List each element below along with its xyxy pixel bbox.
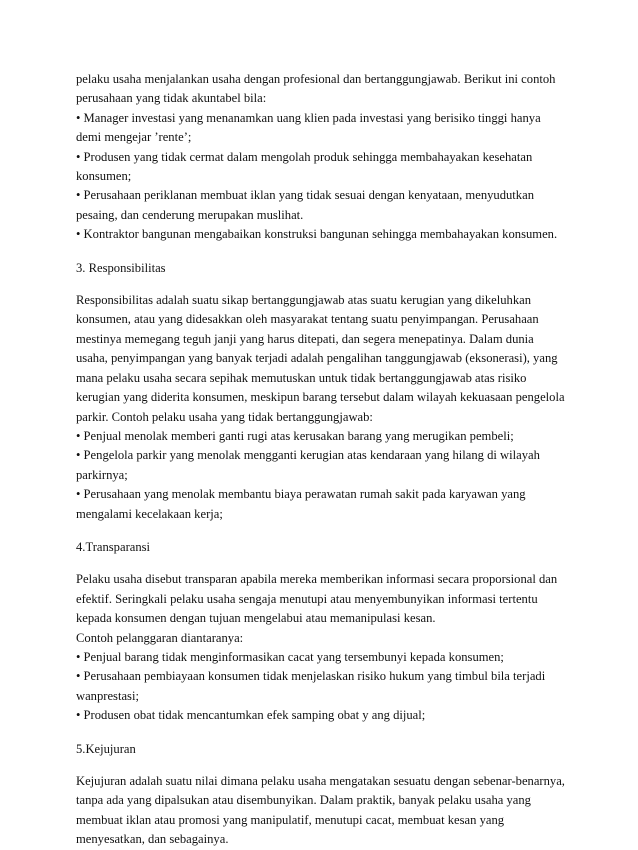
text-line: konsumen, atau yang didesakkan oleh masyarakat tentang suatu penyimpangan. Perusahaan — [76, 312, 539, 327]
text-line: parkir. Contoh pelaku usaha yang tidak bertanggungjawab: — [76, 409, 373, 424]
text-line: Responsibilitas adalah suatu sikap bertanggungjawab atas suatu kerugian yang dikeluhkan — [76, 293, 532, 308]
text-line: mengalami kecelakaan kerja; — [76, 506, 223, 521]
section-heading-transparansi: 4.Transparansi — [76, 539, 151, 554]
text-line: mana pelaku usaha secara sepihak memutuskan untuk tidak bertanggungjawab atas risiko — [76, 370, 527, 385]
text-line: Contoh pelanggaran diantaranya: — [76, 630, 244, 645]
text-line: perusahaan yang tidak akuntabel bila: — [76, 91, 267, 106]
text-line: konsumen; — [76, 169, 132, 184]
text-line: tanpa ada yang dipalsukan atau disembunyikan. Dalam praktik, banyak pelaku usaha yang — [76, 793, 531, 808]
bullet-item: • Perusahaan periklanan membuat iklan yang tidak sesuai dengan kenyataan, menyudutkan — [76, 188, 534, 203]
intro-paragraph — [76, 70, 570, 245]
bullet-item: • Penjual barang tidak menginformasikan cacat yang tersembunyi kepada konsumen; — [76, 649, 504, 664]
text-line: menyesatkan, dan sebagainya. — [76, 832, 229, 847]
bullet-item: • Perusahaan pembiayaan konsumen tidak menjelaskan risiko hukum yang timbul bila terjadi — [76, 669, 546, 684]
section-heading-kejujuran: 5.Kejujuran — [76, 741, 136, 756]
text-line: usaha, penyimpangan yang banyak terjadi adalah pengalihan tanggungjawab (eksonerasi), yang — [76, 351, 558, 366]
text-line: membuat iklan atau promosi yang manipulatif, menutupi cacat, membuat kesan yang — [76, 812, 505, 827]
text-line: parkirnya; — [76, 467, 128, 482]
bullet-item: • Perusahaan yang menolak membantu biaya perawatan rumah sakit pada karyawan yang — [76, 487, 526, 502]
bullet-item: • Pengelola parkir yang menolak mengganti kerugian atas kendaraan yang hilang di wilayah — [76, 448, 540, 463]
text-line: pesaing, dan cenderung merupakan muslihat. — [76, 207, 304, 222]
section-heading-responsibilitas: 3. Responsibilitas — [76, 260, 166, 275]
text-line: mestinya memegang teguh janji yang harus ditepati, dan segera menepatinya. Dalam dunia — [76, 331, 534, 346]
bullet-item: • Penjual menolak memberi ganti rugi atas kerusakan barang yang merugikan pembeli; — [76, 428, 514, 443]
text-line: Kejujuran adalah suatu nilai dimana pelaku usaha mengatakan sesuatu dengan sebenar-benarnya, — [76, 774, 565, 788]
bullet-item: • Produsen obat tidak mencantumkan efek samping obat y ang dijual; — [76, 708, 426, 723]
bullet-item: • Produsen yang tidak cermat dalam mengolah produk sehingga membahayakan kesehatan — [76, 149, 533, 164]
responsibilitas-paragraph — [76, 291, 570, 524]
text-line: efektif. Seringkali pelaku usaha sengaja menutupi atau menyembunyikan informasi tertentu — [76, 591, 538, 606]
text-line: Pelaku usaha disebut transparan apabila mereka memberikan informasi secara proporsional dan — [76, 572, 558, 587]
transparansi-paragraph — [76, 570, 570, 725]
text-line: demi mengejar ’rente’; — [76, 130, 192, 145]
text-line: kepada konsumen dengan tujuan mengelabui atau memanipulasi kesan. — [76, 611, 436, 626]
text-line: pelaku usaha menjalankan usaha dengan profesional dan bertanggungjawab. Berikut ini contoh — [76, 72, 556, 86]
document-page — [76, 70, 570, 850]
bullet-item: • Manager investasi yang menanamkan uang klien pada investasi yang berisiko tinggi hanya — [76, 110, 541, 125]
kejujuran-paragraph — [76, 772, 570, 850]
bullet-item: • Kontraktor bangunan mengabaikan konstruksi bangunan sehingga membahayakan konsumen. — [76, 227, 558, 242]
text-line: wanprestasi; — [76, 688, 139, 703]
text-line: kerugian yang diderita konsumen, meskipun barang tersebut dalam wilayah kekuasaan pengelola — [76, 390, 565, 405]
